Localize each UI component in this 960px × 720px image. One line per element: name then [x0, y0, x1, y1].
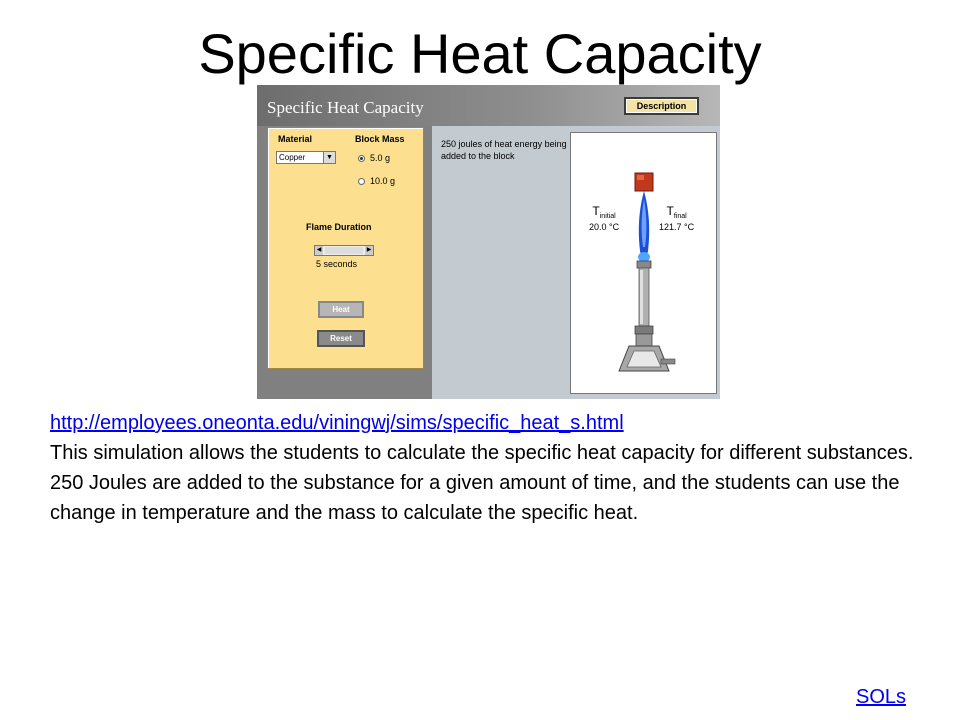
- mass-radio-5g[interactable]: [358, 155, 365, 162]
- simulation-title: Specific Heat Capacity: [267, 98, 424, 117]
- bunsen-burner-illustration: [571, 133, 716, 393]
- mass-option-10g-label: 10.0 g: [370, 176, 396, 186]
- simulation-description: This simulation allows the students to calculate the specific heat capacity for different substances. 250 Joules are added to the substance for a given amount of time, and the students can use the change in temperature and the mass to calculate the specific heat.: [50, 442, 914, 524]
- slide-title: Specific Heat Capacity: [198, 22, 762, 85]
- slide-body: [50, 408, 920, 528]
- reset-button[interactable]: Reset: [317, 330, 365, 347]
- flame-duration-value: 5 seconds: [316, 259, 358, 269]
- sols-link[interactable]: SOLs: [856, 686, 907, 708]
- copper-block-icon: [635, 173, 653, 191]
- flame-duration-slider[interactable]: [314, 245, 374, 256]
- control-panel: [267, 127, 424, 369]
- simulation-link[interactable]: http://employees.oneonta.edu/viningwj/sims/specific_heat_s.html: [50, 412, 624, 434]
- dropdown-arrow-icon[interactable]: ▼: [323, 152, 335, 163]
- t-final-subscript: final: [673, 212, 687, 220]
- t-final-value: 121.7 °C: [659, 221, 695, 232]
- t-final-symbol: T: [666, 204, 674, 218]
- material-label: Material: [278, 134, 313, 144]
- bunsen-burner-icon: [619, 261, 675, 371]
- simulation-header: [257, 85, 720, 126]
- slider-thumb[interactable]: [325, 247, 363, 254]
- heat-button[interactable]: Heat: [318, 301, 364, 318]
- heat-energy-info: 250 joules of heat energy being added to the block: [441, 139, 567, 161]
- material-value: Copper: [279, 153, 306, 162]
- scroll-right-arrow-icon[interactable]: ▶: [366, 247, 372, 253]
- scroll-left-arrow-icon[interactable]: ◀: [316, 247, 322, 253]
- flame-icon: [638, 191, 650, 262]
- mass-radio-10g[interactable]: [358, 178, 365, 185]
- simulation-screenshot: [257, 85, 720, 399]
- t-initial-value: 20.0 °C: [589, 221, 620, 232]
- info-panel: [432, 126, 720, 399]
- description-button[interactable]: Description: [624, 97, 699, 115]
- material-select[interactable]: [276, 151, 336, 164]
- t-initial-subscript: initial: [599, 212, 616, 220]
- block-mass-label: Block Mass: [355, 134, 405, 144]
- flame-duration-label: Flame Duration: [306, 222, 372, 232]
- burner-viewer: [570, 132, 717, 394]
- t-initial-symbol: T: [592, 204, 600, 218]
- mass-option-5g-label: 5.0 g: [370, 153, 391, 163]
